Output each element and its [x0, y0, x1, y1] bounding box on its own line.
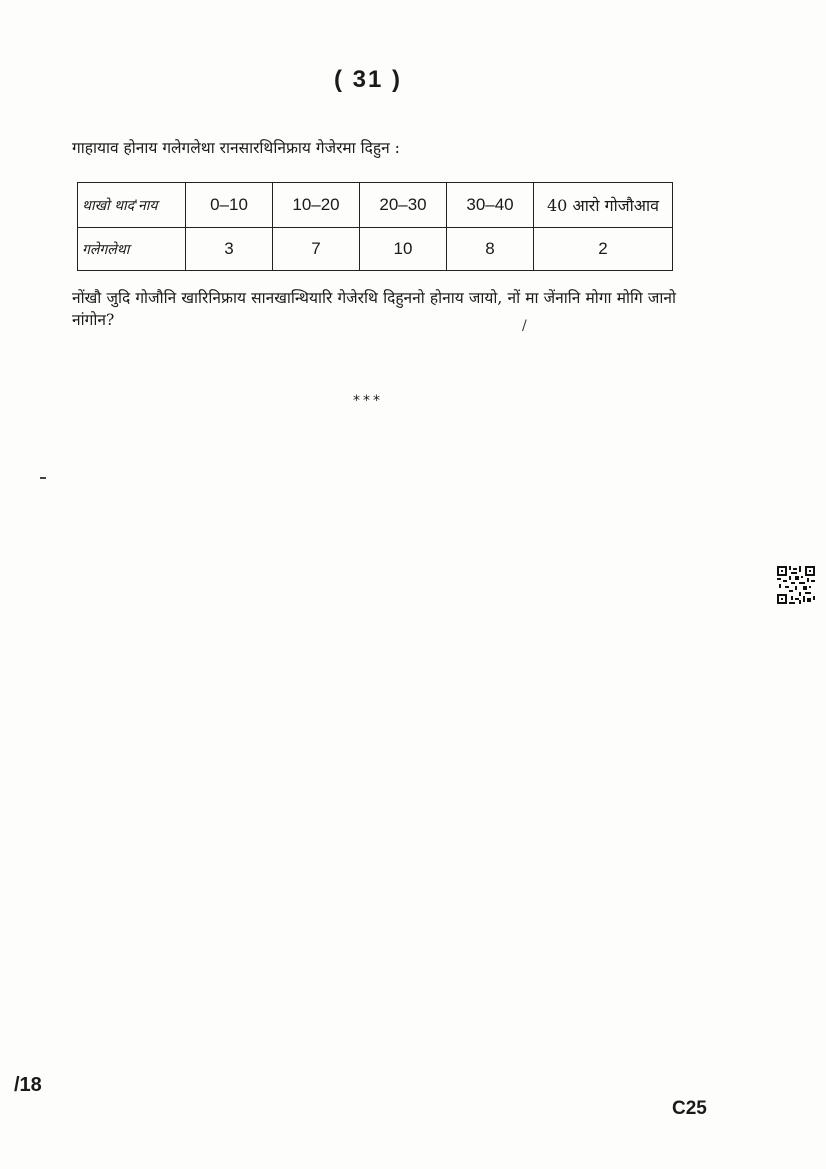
footer-paper-code: C25 — [672, 1098, 707, 1119]
frequency-cell: 10 — [360, 228, 447, 271]
row-header-class-interval: थाखो थाद'नाय — [78, 183, 186, 228]
class-cell: 10–20 — [273, 183, 360, 228]
footer-page-code: /18 — [14, 1074, 42, 1096]
frequency-cell: 2 — [534, 228, 673, 271]
question-text: नोंखौ जुदि गोजौनि खारिनिफ्राय सानखान्थियारि गेजेरथि दिहुननो होनाय जायो, नों मा जेंनानि मोगा मोगि जानो नांगोन? — [72, 289, 676, 329]
end-of-paper-stars: *** — [353, 393, 383, 409]
frequency-cell: 3 — [186, 228, 273, 271]
qr-code-icon — [777, 566, 815, 604]
table-row-classes — [78, 183, 673, 228]
class-cell: 30–40 — [447, 183, 534, 228]
frequency-cell: 8 — [447, 228, 534, 271]
frequency-table — [77, 182, 673, 271]
row-header-frequency: गलेगलेथा — [78, 228, 186, 271]
frequency-cell: 7 — [273, 228, 360, 271]
pen-mark: / — [522, 318, 527, 334]
table-row-frequencies — [78, 228, 673, 271]
class-cell: 0–10 — [186, 183, 273, 228]
class-cell: 40 आरो गोजौआव — [534, 183, 673, 228]
class-cell: 20–30 — [360, 183, 447, 228]
stray-mark — [40, 477, 46, 479]
page-number: ( 31 ) — [333, 66, 402, 93]
question-intro-text: गाहायाव होनाय गलेगलेथा रानसारथिनिफ्राय गेजेरमा दिहुन : — [72, 139, 400, 157]
